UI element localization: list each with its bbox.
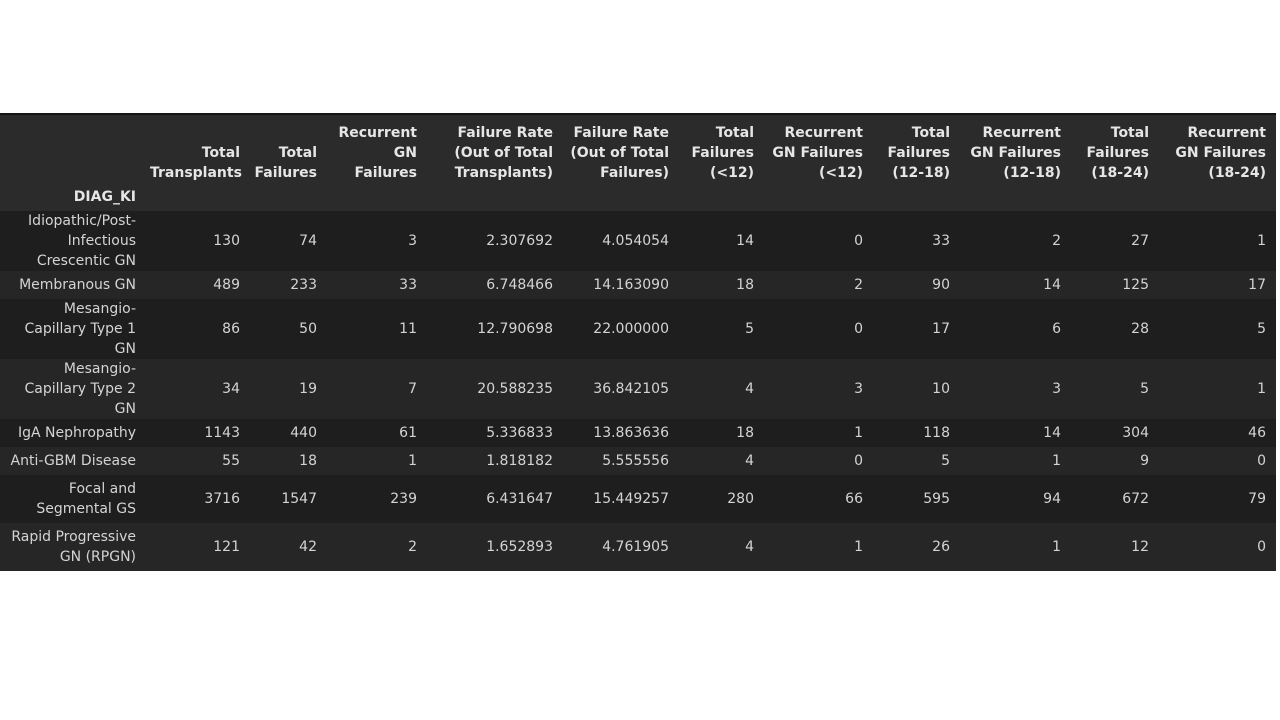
table-cell: 5 xyxy=(1071,359,1159,419)
table-cell: 4 xyxy=(679,359,764,419)
table-cell: 14 xyxy=(960,271,1071,299)
table-cell: 5.555556 xyxy=(563,447,679,475)
row-label: Mesangio-Capillary Type 2 GN xyxy=(0,359,146,419)
table-cell: 17 xyxy=(1159,271,1276,299)
row-label: Idiopathic/Post-Infectious Crescentic GN xyxy=(0,211,146,271)
table-cell: 42 xyxy=(250,523,327,571)
table-cell: 1547 xyxy=(250,475,327,523)
table-cell: 79 xyxy=(1159,475,1276,523)
table-cell: 1143 xyxy=(146,419,250,447)
column-header: Total Failures (18-24) xyxy=(1071,115,1159,183)
index-name: DIAG_KI xyxy=(0,183,146,211)
table-cell: 5.336833 xyxy=(427,419,563,447)
table-cell: 440 xyxy=(250,419,327,447)
table-cell: 14.163090 xyxy=(563,271,679,299)
table-cell: 1 xyxy=(327,447,427,475)
table-cell: 0 xyxy=(764,447,873,475)
table-cell: 2 xyxy=(764,271,873,299)
table-cell: 66 xyxy=(764,475,873,523)
table-row xyxy=(0,271,1276,299)
table-row xyxy=(0,447,1276,475)
table-cell: 15.449257 xyxy=(563,475,679,523)
table-cell: 1 xyxy=(1159,211,1276,271)
column-header: Total Failures (<12) xyxy=(679,115,764,183)
row-label: Focal and Segmental GS xyxy=(0,475,146,523)
table-cell: 94 xyxy=(960,475,1071,523)
table-cell: 1 xyxy=(960,523,1071,571)
table-cell: 4 xyxy=(679,523,764,571)
table-cell: 90 xyxy=(873,271,960,299)
table-cell: 5 xyxy=(873,447,960,475)
table-cell: 19 xyxy=(250,359,327,419)
table-body xyxy=(0,211,1276,571)
table-cell: 5 xyxy=(679,299,764,359)
table-cell: 2.307692 xyxy=(427,211,563,271)
row-label: IgA Nephropathy xyxy=(0,419,146,447)
table-cell: 6.431647 xyxy=(427,475,563,523)
table-cell: 10 xyxy=(873,359,960,419)
table-row xyxy=(0,419,1276,447)
table-cell: 50 xyxy=(250,299,327,359)
table-cell: 3 xyxy=(960,359,1071,419)
column-header: Total Transplants xyxy=(146,115,250,183)
table-cell: 74 xyxy=(250,211,327,271)
table-cell: 125 xyxy=(1071,271,1159,299)
table-cell: 46 xyxy=(1159,419,1276,447)
table-cell: 0 xyxy=(764,299,873,359)
table-cell: 3716 xyxy=(146,475,250,523)
table-cell: 2 xyxy=(327,523,427,571)
table-cell: 17 xyxy=(873,299,960,359)
table-cell: 0 xyxy=(1159,447,1276,475)
table-cell: 14 xyxy=(679,211,764,271)
table-cell: 4.761905 xyxy=(563,523,679,571)
table-cell: 3 xyxy=(764,359,873,419)
table-cell: 18 xyxy=(679,419,764,447)
table-cell: 34 xyxy=(146,359,250,419)
table-cell: 2 xyxy=(960,211,1071,271)
table-row xyxy=(0,359,1276,419)
column-header: Failure Rate (Out of Total Failures) xyxy=(563,115,679,183)
table-cell: 14 xyxy=(960,419,1071,447)
column-header: Total Failures xyxy=(250,115,327,183)
table-cell: 595 xyxy=(873,475,960,523)
column-header: Recurrent GN Failures (12-18) xyxy=(960,115,1071,183)
table-cell: 61 xyxy=(327,419,427,447)
table-cell: 26 xyxy=(873,523,960,571)
table-cell: 121 xyxy=(146,523,250,571)
table-cell: 1.652893 xyxy=(427,523,563,571)
corner-cell xyxy=(0,115,146,183)
table-cell: 55 xyxy=(146,447,250,475)
table-cell: 0 xyxy=(1159,523,1276,571)
table-cell: 0 xyxy=(764,211,873,271)
table-cell: 280 xyxy=(679,475,764,523)
row-label: Membranous GN xyxy=(0,271,146,299)
table-cell: 18 xyxy=(679,271,764,299)
table-cell: 27 xyxy=(1071,211,1159,271)
column-header: Recurrent GN Failures (18-24) xyxy=(1159,115,1276,183)
table-cell: 6.748466 xyxy=(427,271,563,299)
index-name-row xyxy=(0,183,1276,211)
table-cell: 7 xyxy=(327,359,427,419)
table-cell: 233 xyxy=(250,271,327,299)
table-cell: 13.863636 xyxy=(563,419,679,447)
table-cell: 11 xyxy=(327,299,427,359)
table-cell: 118 xyxy=(873,419,960,447)
table-cell: 1 xyxy=(960,447,1071,475)
table-cell: 12.790698 xyxy=(427,299,563,359)
table-cell: 6 xyxy=(960,299,1071,359)
table-cell: 672 xyxy=(1071,475,1159,523)
table-cell: 36.842105 xyxy=(563,359,679,419)
table-cell: 130 xyxy=(146,211,250,271)
dataframe-table xyxy=(0,115,1276,571)
table-cell: 239 xyxy=(327,475,427,523)
table-cell: 18 xyxy=(250,447,327,475)
table-cell: 1.818182 xyxy=(427,447,563,475)
table-row xyxy=(0,299,1276,359)
table-cell: 1 xyxy=(764,523,873,571)
row-label: Rapid Progressive GN (RPGN) xyxy=(0,523,146,571)
table-cell: 4 xyxy=(679,447,764,475)
table-cell: 1 xyxy=(764,419,873,447)
table-cell: 12 xyxy=(1071,523,1159,571)
table-cell: 304 xyxy=(1071,419,1159,447)
row-label: Anti-GBM Disease xyxy=(0,447,146,475)
table-cell: 9 xyxy=(1071,447,1159,475)
row-label: Mesangio-Capillary Type 1 GN xyxy=(0,299,146,359)
table-cell: 33 xyxy=(873,211,960,271)
table-row xyxy=(0,523,1276,571)
table-cell: 33 xyxy=(327,271,427,299)
table-cell: 3 xyxy=(327,211,427,271)
table-cell: 1 xyxy=(1159,359,1276,419)
column-header-row xyxy=(0,115,1276,183)
column-header: Total Failures (12-18) xyxy=(873,115,960,183)
table-cell: 28 xyxy=(1071,299,1159,359)
table-cell: 20.588235 xyxy=(427,359,563,419)
table-cell: 4.054054 xyxy=(563,211,679,271)
table-row xyxy=(0,211,1276,271)
table-cell: 22.000000 xyxy=(563,299,679,359)
table-row xyxy=(0,475,1276,523)
table-cell: 489 xyxy=(146,271,250,299)
column-header: Failure Rate (Out of Total Transplants) xyxy=(427,115,563,183)
column-header: Recurrent GN Failures (<12) xyxy=(764,115,873,183)
dataframe-output xyxy=(0,113,1276,565)
column-header: Recurrent GN Failures xyxy=(327,115,427,183)
table-cell: 86 xyxy=(146,299,250,359)
table-cell: 5 xyxy=(1159,299,1276,359)
